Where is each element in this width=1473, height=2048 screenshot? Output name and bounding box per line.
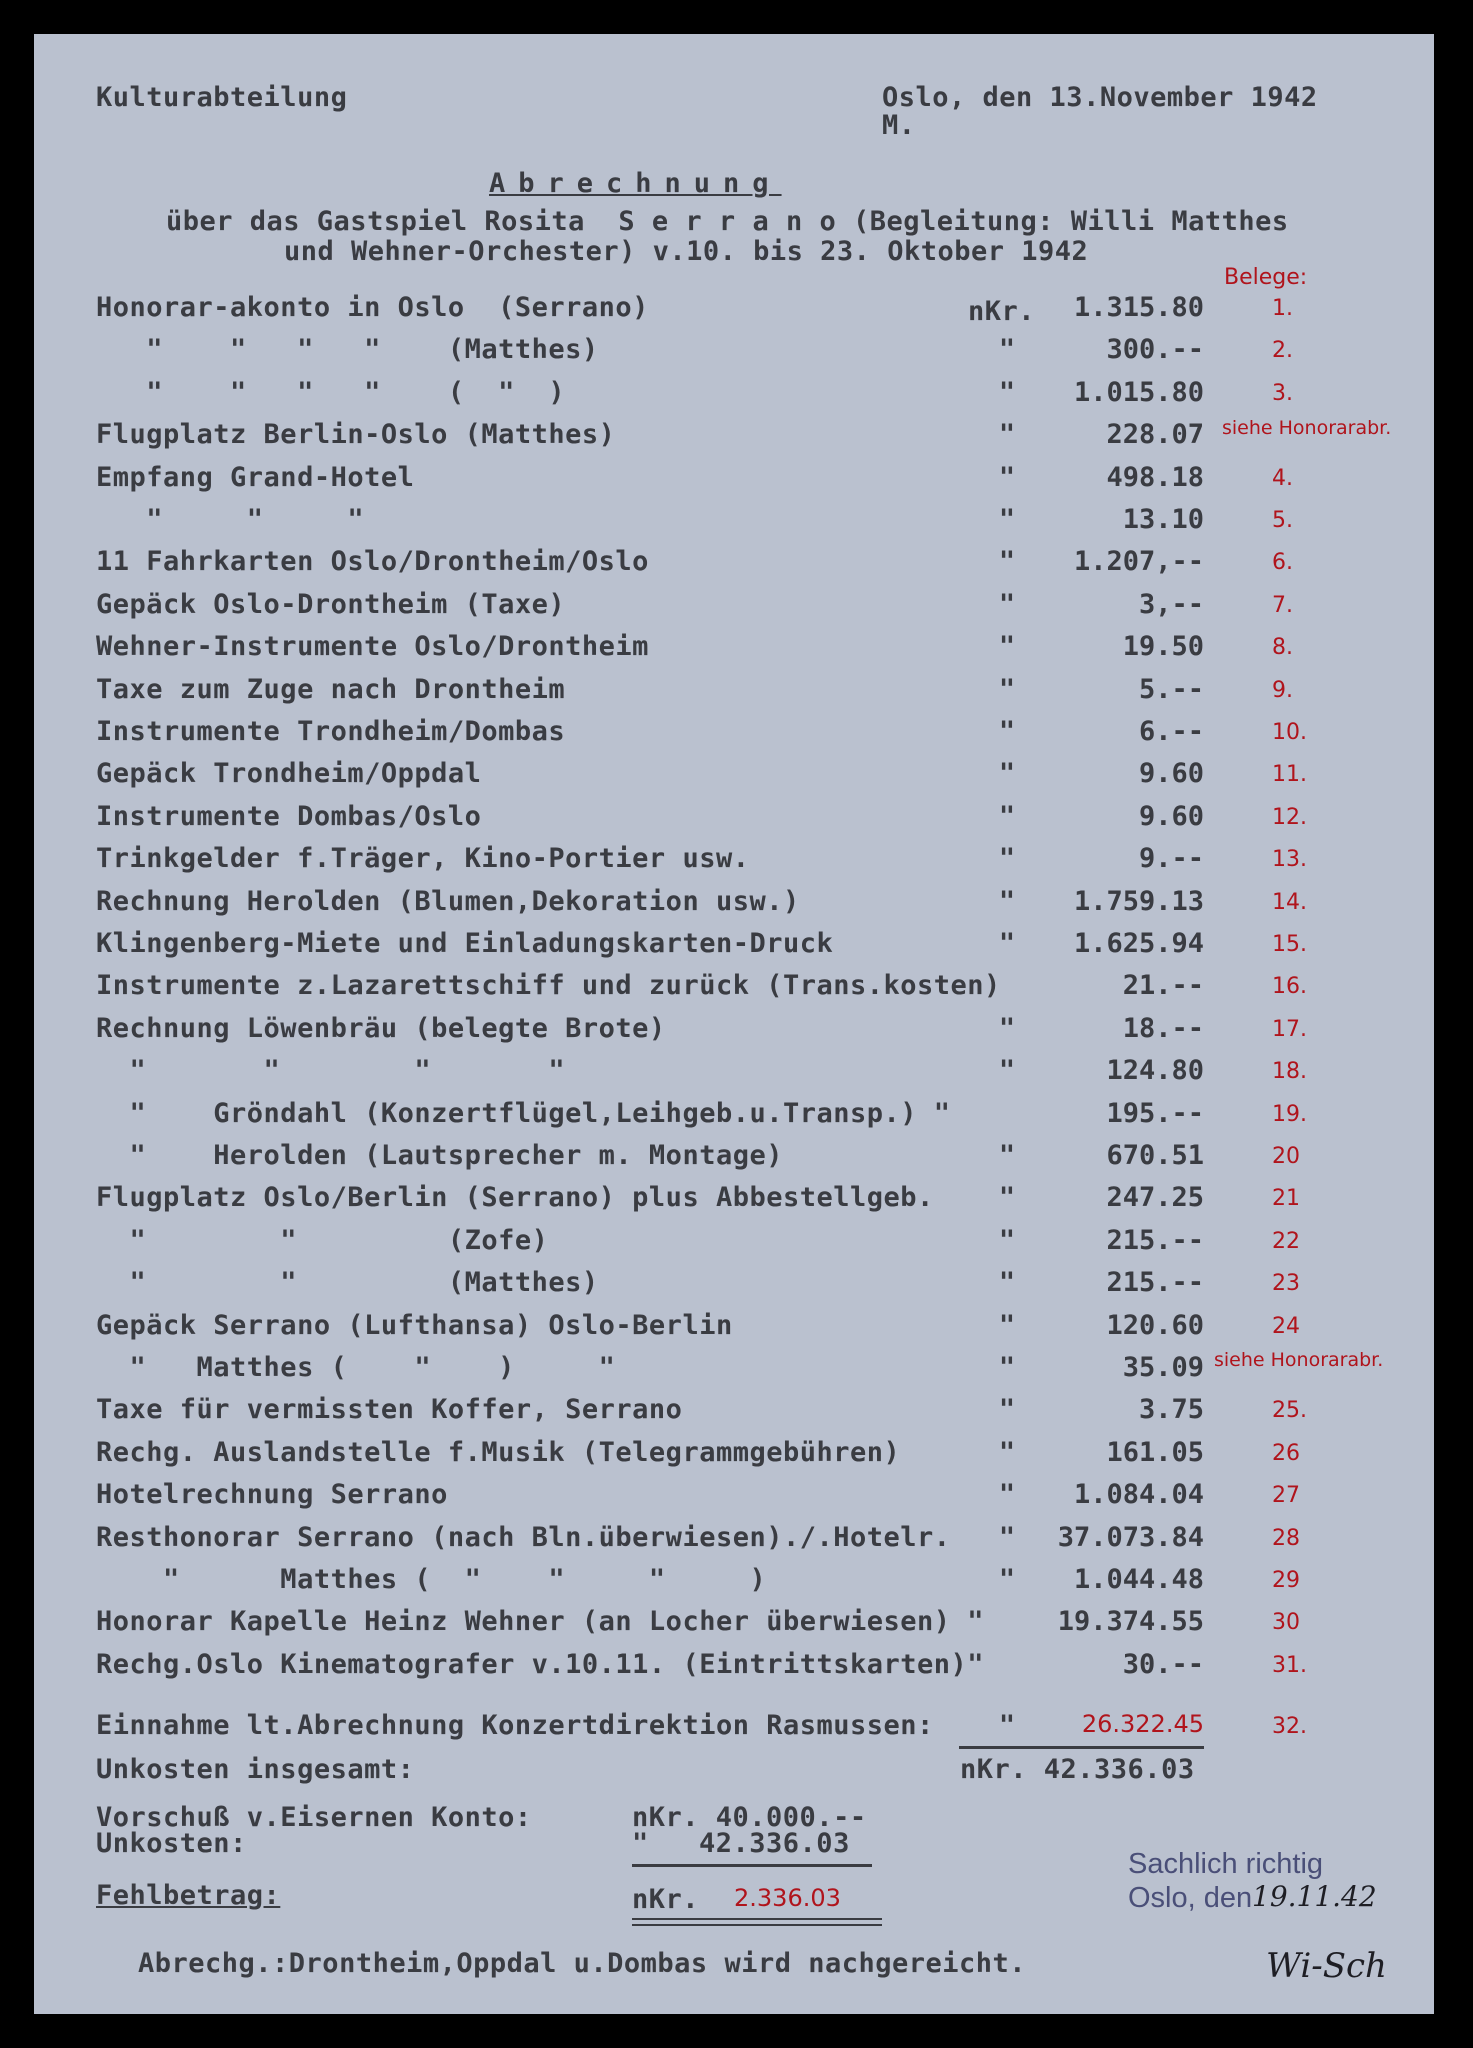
expense-row: [34, 373, 1434, 413]
expense-row: [34, 542, 1434, 582]
sum-underline: [959, 1746, 1204, 1749]
ditto-mark: ": [998, 758, 1016, 790]
expense-amount: 1.625.94: [1073, 928, 1204, 959]
expense-row: [34, 1433, 1434, 1473]
expense-description: Rechg. Auslandstelle f.Musik (Telegrammgebühren): [96, 1436, 901, 1468]
expense-description: Resthonorar Serrano (nach Bln.überwiesen)./.Hotelr.: [96, 1521, 951, 1553]
beleg-number: 28: [1272, 1525, 1300, 1551]
expense-amount: 21.--: [1122, 970, 1204, 1002]
expense-row: [34, 882, 1434, 922]
ditto-mark: ": [998, 1267, 1016, 1299]
expense-amount: 19.374.55: [1057, 1606, 1204, 1638]
expense-amount: 247.25: [1106, 1182, 1204, 1214]
expense-amount: 9.60: [1138, 758, 1204, 790]
expense-amount: 18.--: [1122, 1012, 1204, 1044]
ditto-mark: ": [998, 1564, 1016, 1595]
expense-amount: 300.--: [1106, 334, 1204, 366]
expense-row: [34, 1136, 1434, 1176]
beleg-number: 3.: [1272, 380, 1293, 406]
beleg-number: 5.: [1272, 508, 1293, 533]
expense-description: " Matthes ( " ) ": [96, 1352, 616, 1383]
expense-row: [34, 1306, 1434, 1346]
expense-amount: 37.073.84: [1057, 1521, 1204, 1553]
expense-description: " " ": [96, 504, 365, 535]
expense-amount: 498.18: [1106, 461, 1204, 493]
department-heading: Kulturabteilung: [96, 82, 348, 113]
expense-row: [34, 966, 1434, 1006]
beleg-number: 12.: [1272, 804, 1307, 830]
siehe-note-2: siehe Honorarabr.: [1214, 1349, 1384, 1371]
fehlbetrag-prefix: nKr.: [632, 1884, 700, 1915]
expense-description: Taxe für vermissten Koffer, Serrano: [96, 1394, 683, 1426]
expense-description: Rechg.Oslo Kinematografer v.10.11. (Eintrittskarten)": [96, 1648, 985, 1680]
ditto-mark: ": [998, 631, 1016, 663]
ditto-mark: ": [998, 1710, 1016, 1741]
expense-amount: 124.80: [1106, 1055, 1204, 1087]
beleg-number: 8.: [1272, 635, 1293, 661]
expense-description: " " " ": [96, 1055, 566, 1087]
beleg-number: 29: [1272, 1568, 1300, 1593]
expense-row: [34, 1051, 1434, 1091]
ditto-mark: ": [998, 1140, 1016, 1171]
document-page: [34, 34, 1434, 2014]
expense-description: " " " " ( " ): [96, 376, 566, 408]
expense-amount: 1.015.80: [1073, 376, 1204, 408]
expense-description: Wehner-Instrumente Oslo/Drontheim: [96, 631, 649, 663]
expense-description: Flugplatz Oslo/Berlin (Serrano) plus Abbestellgeb.: [96, 1182, 934, 1214]
subtitle-line-2: und Wehner-Orchester) v.10. bis 23. Oktober 1942: [284, 236, 1089, 267]
expense-row: [34, 754, 1434, 794]
expense-description: Gepäck Serrano (Lufthansa) Oslo-Berlin: [96, 1309, 733, 1341]
expense-description: " " (Matthes): [96, 1267, 599, 1299]
expense-description: " Matthes ( " " " ): [96, 1564, 767, 1595]
stamp-line-1: Sachlich richtig: [1128, 1848, 1324, 1880]
beleg-number: 14.: [1272, 889, 1307, 915]
expense-amount: 35.09: [1122, 1352, 1204, 1383]
double-line-bottom: [632, 1924, 882, 1926]
expense-description: Trinkgelder f.Träger, Kino-Portier usw.: [96, 843, 750, 875]
beleg-number: 30: [1272, 1610, 1300, 1636]
expense-row: [34, 1518, 1434, 1558]
ditto-mark: ": [998, 716, 1016, 747]
beleg-number: 13.: [1272, 847, 1307, 873]
ditto-mark: ": [998, 1012, 1016, 1044]
expense-amount: 195.--: [1106, 1097, 1204, 1129]
unkosten-2-label: Unkosten:: [96, 1828, 247, 1859]
vorschuss-label: Vorschuß v.Eisernen Konto:: [96, 1802, 532, 1833]
einnahme-label: Einnahme lt.Abrechnung Konzertdirektion Rasmussen:: [96, 1710, 934, 1741]
expense-row: [34, 1094, 1434, 1134]
ditto-mark: ": [998, 419, 1016, 451]
expense-amount: 1.315.80: [1073, 292, 1204, 323]
beleg-number: 20: [1272, 1144, 1300, 1169]
expense-row: [34, 797, 1434, 837]
document-title: Abrechnung: [489, 168, 782, 199]
unkosten-2-value: " 42.336.03: [632, 1828, 850, 1859]
beleg-number: 10.: [1272, 720, 1307, 745]
einnahme-amount: 26.322.45: [1081, 1710, 1204, 1738]
expense-amount: 6.--: [1138, 716, 1204, 747]
ditto-mark: ": [998, 546, 1016, 578]
ditto-mark: ": [998, 1309, 1016, 1341]
footer-note: Abrechg.:Drontheim,Oppdal u.Dombas wird nachgereicht.: [138, 1948, 1027, 1979]
ditto-mark: ": [998, 673, 1016, 705]
expense-amount: 161.05: [1106, 1436, 1204, 1468]
ditto-mark: ": [998, 1055, 1016, 1087]
beleg-number: 32.: [1272, 1714, 1307, 1739]
ditto-mark: ": [998, 1352, 1016, 1383]
ditto-mark: ": [998, 1182, 1016, 1214]
expense-row: [34, 670, 1434, 710]
expense-row: [34, 330, 1434, 370]
expense-row: [34, 1009, 1434, 1049]
expense-amount: 1.084.04: [1073, 1479, 1204, 1511]
expense-description: Instrumente Trondheim/Dombas: [96, 716, 566, 747]
expense-description: Flugplatz Berlin-Oslo (Matthes): [96, 419, 616, 451]
place-date: Oslo, den 13.November 1942: [882, 82, 1318, 113]
expense-row: [34, 1263, 1434, 1303]
expense-description: Hotelrechnung Serrano: [96, 1479, 448, 1511]
ditto-mark: ": [998, 928, 1016, 959]
fehlbetrag-label: Fehlbetrag:: [96, 1880, 281, 1911]
currency-label: nKr.: [968, 296, 1036, 327]
expense-amount: 3.75: [1138, 1394, 1204, 1426]
expense-description: Rechnung Löwenbräu (belegte Brote): [96, 1012, 666, 1044]
expense-description: Gepäck Oslo-Drontheim (Taxe): [96, 588, 566, 620]
expense-row: [34, 839, 1434, 879]
beleg-number: 31.: [1272, 1652, 1307, 1678]
expense-description: Instrumente Dombas/Oslo: [96, 800, 482, 832]
ditto-mark: ": [998, 1224, 1016, 1256]
unkosten-value: nKr. 42.336.03: [960, 1754, 1195, 1785]
beleg-number: 9.: [1272, 677, 1293, 703]
belege-label: Belege:: [1224, 265, 1308, 290]
signature: Wi-Sch: [1266, 1946, 1387, 1986]
beleg-number: 7.: [1272, 592, 1293, 618]
expense-row: [34, 924, 1434, 964]
expense-row: [34, 1475, 1434, 1515]
beleg-number: 25.: [1272, 1398, 1307, 1424]
expense-amount: 215.--: [1106, 1224, 1204, 1256]
ditto-mark: ": [998, 1394, 1016, 1426]
beleg-number: 11.: [1272, 762, 1307, 788]
expense-row: [34, 712, 1434, 752]
ditto-mark: ": [998, 885, 1016, 917]
expense-amount: 19.50: [1122, 631, 1204, 663]
ditto-mark: ": [998, 1436, 1016, 1468]
beleg-number: 27: [1272, 1483, 1300, 1509]
ditto-mark: ": [998, 843, 1016, 875]
vorschuss-value: nKr. 40.000.--: [632, 1802, 867, 1833]
expense-row: [34, 500, 1434, 540]
expense-description: Honorar-akonto in Oslo (Serrano): [96, 292, 649, 323]
expense-description: Instrumente z.Lazarettschiff und zurück (Trans.kosten): [96, 970, 1001, 1002]
beleg-number: 1.: [1272, 296, 1293, 321]
stamp-date: 19.11.42: [1252, 1880, 1377, 1913]
beleg-number: 26: [1272, 1440, 1300, 1466]
beleg-number: 21: [1272, 1186, 1300, 1212]
author-initial: M.: [882, 110, 916, 141]
einnahme-row: [34, 1706, 1434, 1746]
siehe-note-1: siehe Honorarabr.: [1222, 417, 1392, 439]
expense-description: Taxe zum Zuge nach Drontheim: [96, 673, 566, 705]
double-line-top: [632, 1918, 882, 1920]
ditto-mark: ": [998, 1479, 1016, 1511]
expense-row: [34, 458, 1434, 498]
ditto-mark: ": [998, 504, 1016, 535]
expense-amount: 3,--: [1138, 588, 1204, 620]
beleg-number: 2.: [1272, 338, 1293, 364]
expense-amount: 120.60: [1106, 1309, 1204, 1341]
expense-amount: 670.51: [1106, 1140, 1204, 1171]
expense-description: " Herolden (Lautsprecher m. Montage): [96, 1140, 783, 1171]
beleg-number: 24: [1272, 1313, 1300, 1339]
beleg-number: 17.: [1272, 1016, 1307, 1042]
beleg-number: 18.: [1272, 1059, 1307, 1085]
expense-row: [34, 627, 1434, 667]
expense-amount: 30.--: [1122, 1648, 1204, 1680]
beleg-number: 22: [1272, 1228, 1300, 1254]
ditto-mark: ": [998, 800, 1016, 832]
beleg-number: 4.: [1272, 465, 1293, 491]
expense-description: " " " " (Matthes): [96, 334, 599, 366]
expense-description: Empfang Grand-Hotel: [96, 461, 415, 493]
ditto-mark: ": [998, 376, 1016, 408]
ditto-mark: ": [998, 588, 1016, 620]
ditto-mark: ": [998, 1521, 1016, 1553]
subtitle-line-1: über das Gastspiel Rosita S e r r a n o (Begleitung: Willi Matthes: [166, 206, 1289, 237]
expense-row: [34, 585, 1434, 625]
expense-amount: 9.60: [1138, 800, 1204, 832]
expense-description: Gepäck Trondheim/Oppdal: [96, 758, 482, 790]
beleg-number: 16.: [1272, 974, 1307, 1000]
beleg-number: 6.: [1272, 550, 1293, 576]
expense-amount: 1.207,--: [1073, 546, 1204, 578]
beleg-number: 23: [1272, 1271, 1300, 1297]
ditto-mark: ": [998, 334, 1016, 366]
expense-description: " " (Zofe): [96, 1224, 549, 1256]
expense-description: " Gröndahl (Konzertflügel,Leihgeb.u.Transp.) ": [96, 1097, 951, 1129]
expense-amount: 228.07: [1106, 419, 1204, 451]
expense-description: 11 Fahrkarten Oslo/Drontheim/Oslo: [96, 546, 649, 578]
subtraction-line: [632, 1864, 872, 1867]
expense-row: [34, 1390, 1434, 1430]
beleg-number: 15.: [1272, 932, 1307, 957]
unkosten-label: Unkosten insgesamt:: [96, 1754, 415, 1785]
expense-row: [34, 1178, 1434, 1218]
expense-amount: 5.--: [1138, 673, 1204, 705]
expense-row: [34, 288, 1434, 328]
expense-description: Rechnung Herolden (Blumen,Dekoration usw.): [96, 885, 800, 917]
expense-amount: 215.--: [1106, 1267, 1204, 1299]
expense-amount: 1.044.48: [1073, 1564, 1204, 1595]
expense-description: Honorar Kapelle Heinz Wehner (an Locher überwiesen) ": [96, 1606, 985, 1638]
ditto-mark: ": [998, 461, 1016, 493]
expense-amount: 1.759.13: [1073, 885, 1204, 917]
beleg-number: 19.: [1272, 1101, 1307, 1127]
expense-row: [34, 1221, 1434, 1261]
expense-description: Klingenberg-Miete und Einladungskarten-Druck: [96, 928, 834, 959]
expense-amount: 13.10: [1122, 504, 1204, 535]
expense-row: [34, 1645, 1434, 1685]
fehlbetrag-value: 2.336.03: [734, 1884, 841, 1912]
expense-row: [34, 1602, 1434, 1642]
expense-row: [34, 1560, 1434, 1600]
stamp-line-2: Oslo, den: [1128, 1882, 1253, 1914]
expense-amount: 9.--: [1138, 843, 1204, 875]
